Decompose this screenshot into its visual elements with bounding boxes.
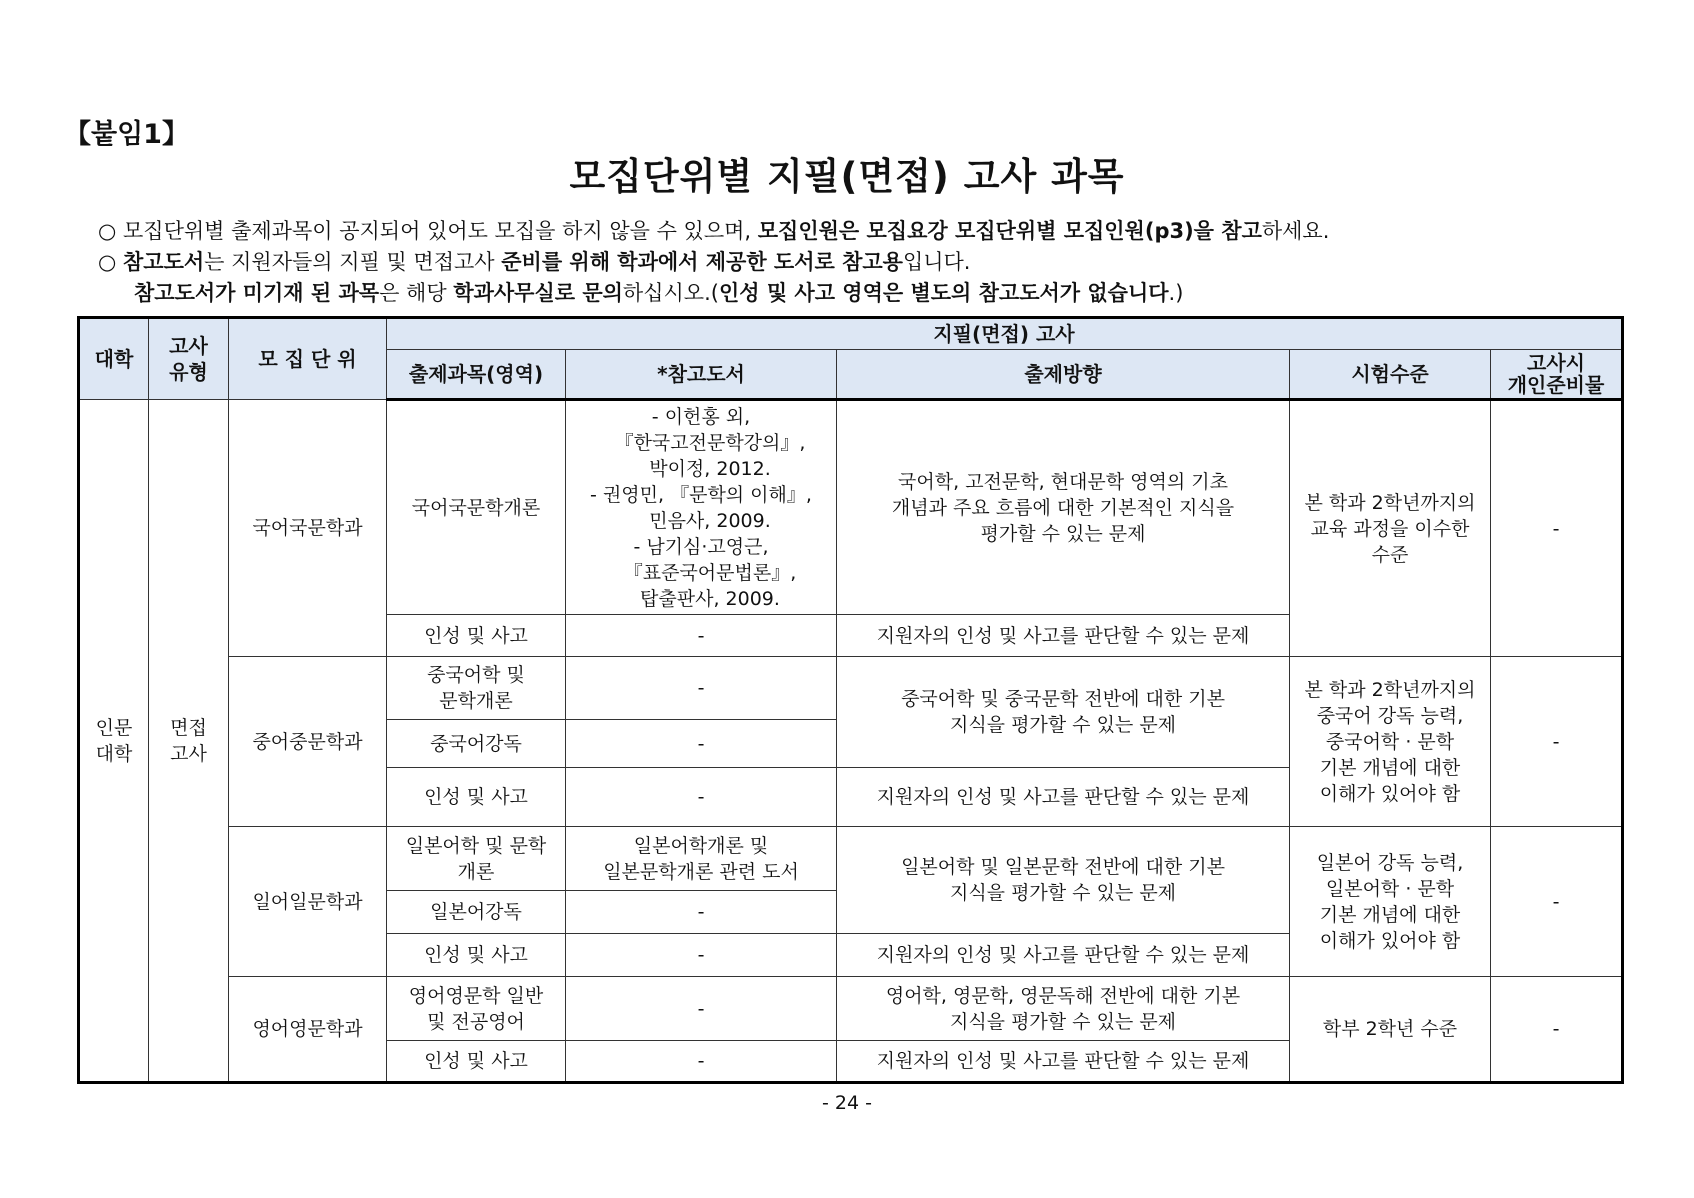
direction-cell: 지원자의 인성 및 사고를 판단할 수 있는 문제 bbox=[837, 615, 1290, 657]
level-cell: 일본어 강독 능력, 일본어학 · 문학 기본 개념에 대한 이해가 있어야 함 bbox=[1290, 827, 1491, 977]
note-2-bold-2: 준비를 위해 학과에서 제공한 도서로 참고용 bbox=[501, 250, 903, 274]
college-cell: 인문 대학 bbox=[79, 400, 149, 1083]
exam-subject-table bbox=[77, 316, 1624, 1084]
subject-cell: 일본어강독 bbox=[387, 891, 566, 934]
subject-cell: 인성 및 사고 bbox=[387, 934, 566, 977]
reference-cell: - bbox=[566, 720, 837, 768]
subject-cell: 일본어학 및 문학 개론 bbox=[387, 827, 566, 891]
note-1-text: ○ 모집단위별 출제과목이 공지되어 있어도 모집을 하지 않을 수 있으며, bbox=[98, 219, 758, 243]
note-3-bold-3: 인성 및 사고 영역은 별도의 참고도서가 없습니다 bbox=[718, 281, 1169, 305]
note-2-suffix: 입니다. bbox=[902, 250, 971, 274]
direction-cell: 지원자의 인성 및 사고를 판단할 수 있는 문제 bbox=[837, 934, 1290, 977]
direction-cell: 일본어학 및 일본문학 전반에 대한 기본 지식을 평가할 수 있는 문제 bbox=[837, 827, 1290, 934]
header-exam-type: 고사 유형 bbox=[149, 318, 229, 400]
unit-korean: 국어국문학과 bbox=[229, 400, 387, 657]
page-number: - 24 - bbox=[822, 1092, 872, 1114]
note-2-bullet: ○ bbox=[98, 250, 123, 274]
reference-cell: 일본어학개론 및 일본문학개론 관련 도서 bbox=[566, 827, 837, 891]
unit-japanese: 일어일문학과 bbox=[229, 827, 387, 977]
reference-line: 민음사, 2009. bbox=[649, 509, 771, 532]
reference-line: - 남기심·고영근, bbox=[633, 535, 769, 558]
note-3-text: 은 해당 bbox=[379, 281, 454, 305]
note-1 bbox=[98, 216, 1329, 247]
reference-cell: - bbox=[566, 977, 837, 1041]
prep-cell: - bbox=[1491, 827, 1623, 977]
header-college: 대학 bbox=[79, 318, 149, 400]
level-cell: 본 학과 2학년까지의 교육 과정을 이수한 수준 bbox=[1290, 400, 1491, 657]
table-row bbox=[79, 977, 1623, 1041]
reference-cell: - bbox=[566, 934, 837, 977]
subject-cell: 인성 및 사고 bbox=[387, 768, 566, 827]
level-cell: 본 학과 2학년까지의 중국어 강독 능력, 중국어학 · 문학 기본 개념에 대한 이해가 있어야 함 bbox=[1290, 657, 1491, 827]
subject-cell: 중국어학 및 문학개론 bbox=[387, 657, 566, 720]
direction-cell: 영어학, 영문학, 영문독해 전반에 대한 기본 지식을 평가할 수 있는 문제 bbox=[837, 977, 1290, 1041]
reference-cell: - bbox=[566, 615, 837, 657]
reference-line: 탑출판사, 2009. bbox=[640, 587, 780, 610]
note-3-suffix: .) bbox=[1168, 281, 1184, 305]
note-1-suffix: 하세요. bbox=[1261, 219, 1330, 243]
reference-list bbox=[566, 400, 837, 615]
subject-cell: 영어영문학 일반 및 전공영어 bbox=[387, 977, 566, 1041]
note-2-text: 는 지원자들의 지필 및 면접고사 bbox=[204, 250, 502, 274]
header-reference: *참고도서 bbox=[566, 350, 837, 400]
document-title: 모집단위별 지필(면접) 고사 과목 bbox=[569, 155, 1125, 198]
table-row bbox=[79, 827, 1623, 891]
reference-cell: - bbox=[566, 891, 837, 934]
level-cell: 학부 2학년 수준 bbox=[1290, 977, 1491, 1083]
subject-cell: 중국어강독 bbox=[387, 720, 566, 768]
direction-cell: 지원자의 인성 및 사고를 판단할 수 있는 문제 bbox=[837, 1041, 1290, 1083]
note-2 bbox=[98, 247, 1329, 278]
prep-cell: - bbox=[1491, 977, 1623, 1083]
direction-cell: 지원자의 인성 및 사고를 판단할 수 있는 문제 bbox=[837, 768, 1290, 827]
note-2-bold-1: 참고도서 bbox=[123, 250, 205, 274]
reference-line: - 이헌홍 외, bbox=[651, 405, 751, 428]
header-direction: 출제방향 bbox=[837, 350, 1290, 400]
table-row bbox=[79, 400, 1623, 615]
subject-cell: 인성 및 사고 bbox=[387, 1041, 566, 1083]
header-unit: 모 집 단 위 bbox=[229, 318, 387, 400]
note-3-text-2: 하십시오.( bbox=[622, 281, 719, 305]
reference-line: - 권영민, 『문학의 이해』, bbox=[590, 483, 812, 506]
unit-english: 영어영문학과 bbox=[229, 977, 387, 1083]
prep-cell: - bbox=[1491, 657, 1623, 827]
note-3 bbox=[98, 278, 1329, 309]
note-3-bold-2: 학과사무실로 문의 bbox=[453, 281, 623, 305]
notes bbox=[98, 216, 1329, 309]
note-1-bold: 모집인원은 모집요강 모집단위별 모집인원(p3)을 참고 bbox=[757, 219, 1262, 243]
reference-line: 박이정, 2012. bbox=[649, 457, 771, 480]
header-prep: 고사시 개인준비물 bbox=[1491, 350, 1623, 400]
header-level: 시험수준 bbox=[1290, 350, 1491, 400]
direction-cell: 국어학, 고전문학, 현대문학 영역의 기초 개념과 주요 흐름에 대한 기본적인 지식을 평가할 수 있는 문제 bbox=[837, 400, 1290, 615]
subject-cell: 국어국문학개론 bbox=[387, 400, 566, 615]
direction-cell: 중국어학 및 중국문학 전반에 대한 기본 지식을 평가할 수 있는 문제 bbox=[837, 657, 1290, 768]
reference-line: 『표준국어문법론』, bbox=[623, 561, 797, 584]
header-subject: 출제과목(영역) bbox=[387, 350, 566, 400]
reference-cell: - bbox=[566, 1041, 837, 1083]
exam-type-cell: 면접 고사 bbox=[149, 400, 229, 1083]
table-row bbox=[79, 657, 1623, 720]
header-exam-group: 지필(면접) 고사 bbox=[387, 318, 1623, 350]
unit-chinese: 중어중문학과 bbox=[229, 657, 387, 827]
note-3-bold-1: 참고도서가 미기재 된 과목 bbox=[134, 281, 380, 305]
prep-cell: - bbox=[1491, 400, 1623, 657]
reference-cell: - bbox=[566, 657, 837, 720]
subject-cell: 인성 및 사고 bbox=[387, 615, 566, 657]
reference-cell: - bbox=[566, 768, 837, 827]
reference-line: 『한국고전문학강의』, bbox=[614, 431, 806, 454]
attachment-label: 【붙임1】 bbox=[64, 119, 189, 150]
